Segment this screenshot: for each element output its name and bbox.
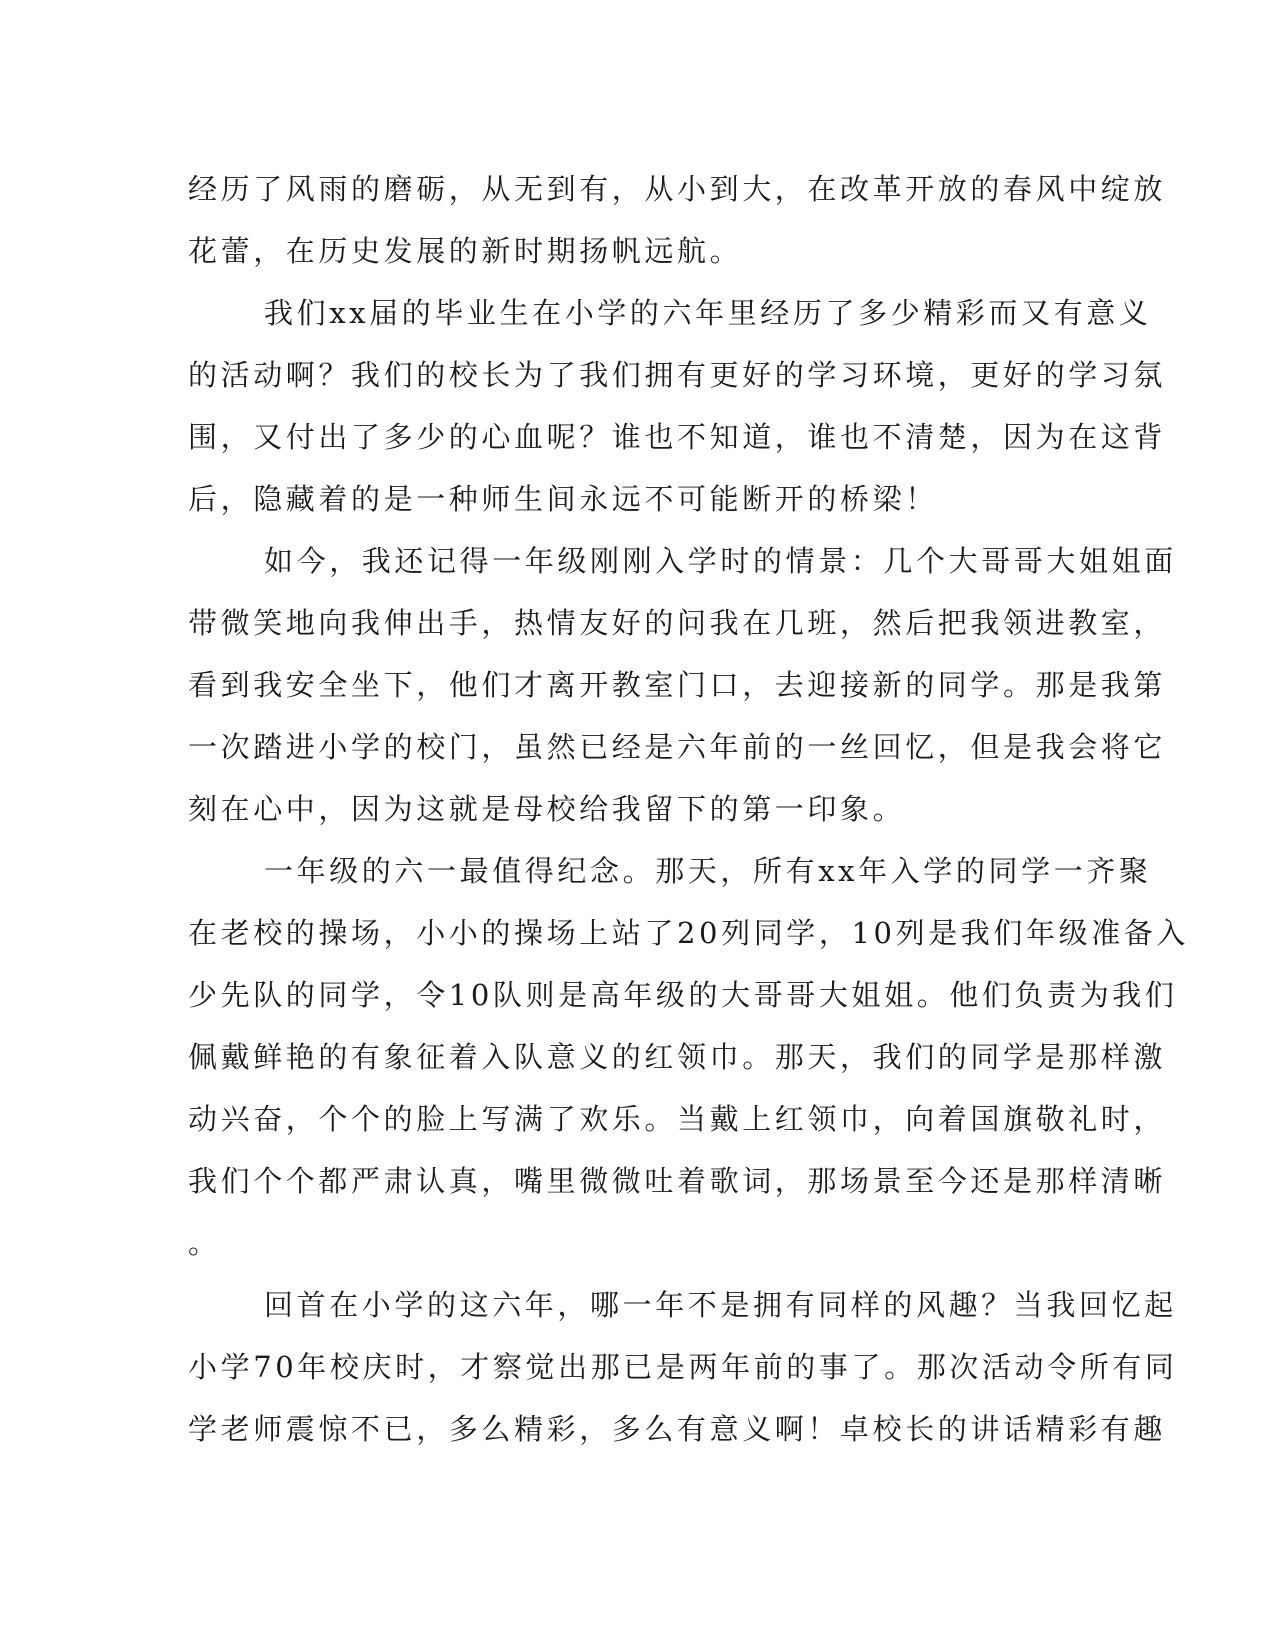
text-line: 带微笑地向我伸出手，热情友好的问我在几班，然后把我领进教室， [188, 606, 1167, 640]
text-line: 经历了风雨的磨砺，从无到有，从小到大，在改革开放的春风中绽放 [188, 172, 1167, 206]
text-line: 。 [188, 1226, 221, 1260]
paragraph-first-line: 回首在小学的这六年，哪一年不是拥有同样的风趣？当我回忆起 [264, 1288, 1177, 1322]
paragraph-first-line: 我们xx届的毕业生在小学的六年里经历了多少精彩而又有意义 [264, 296, 1152, 330]
text-line: 的活动啊？我们的校长为了我们拥有更好的学习环境，更好的学习氛 [188, 358, 1167, 392]
text-line: 刻在心中，因为这就是母校给我留下的第一印象。 [188, 792, 906, 826]
text-line: 少先队的同学，令10队则是高年级的大哥哥大姐姐。他们负责为我们 [188, 978, 1178, 1012]
text-line: 看到我安全坐下，他们才离开教室门口，去迎接新的同学。那是我第 [188, 668, 1167, 702]
text-line: 后，隐藏着的是一种师生间永远不可能断开的桥梁！ [188, 482, 938, 516]
document-body [188, 158, 1190, 1460]
text-line: 围，又付出了多少的心血呢？谁也不知道，谁也不清楚，因为在这背 [188, 420, 1167, 454]
paragraph-first-line: 如今，我还记得一年级刚刚入学时的情景：几个大哥哥大姐姐面 [264, 544, 1177, 578]
text-line: 佩戴鲜艳的有象征着入队意义的红领巾。那天，我们的同学是那样激 [188, 1040, 1167, 1074]
text-line: 小学70年校庆时，才察觉出那已是两年前的事了。那次活动令所有同 [188, 1350, 1178, 1384]
text-line: 我们个个都严肃认真，嘴里微微吐着歌词，那场景至今还是那样清晰 [188, 1164, 1167, 1198]
text-line: 在老校的操场，小小的操场上站了20列同学，10列是我们年级准备入 [188, 916, 1190, 950]
text-line: 学老师震惊不已，多么精彩，多么有意义啊！卓校长的讲话精彩有趣 [188, 1412, 1167, 1446]
text-line: 一次踏进小学的校门，虽然已经是六年前的一丝回忆，但是我会将它 [188, 730, 1167, 764]
text-line: 花蕾，在历史发展的新时期扬帆远航。 [188, 234, 743, 268]
text-line: 动兴奋，个个的脸上写满了欢乐。当戴上红领巾，向着国旗敬礼时， [188, 1102, 1167, 1136]
paragraph-first-line: 一年级的六一最值得纪念。那天，所有xx年入学的同学一齐聚 [264, 854, 1152, 888]
